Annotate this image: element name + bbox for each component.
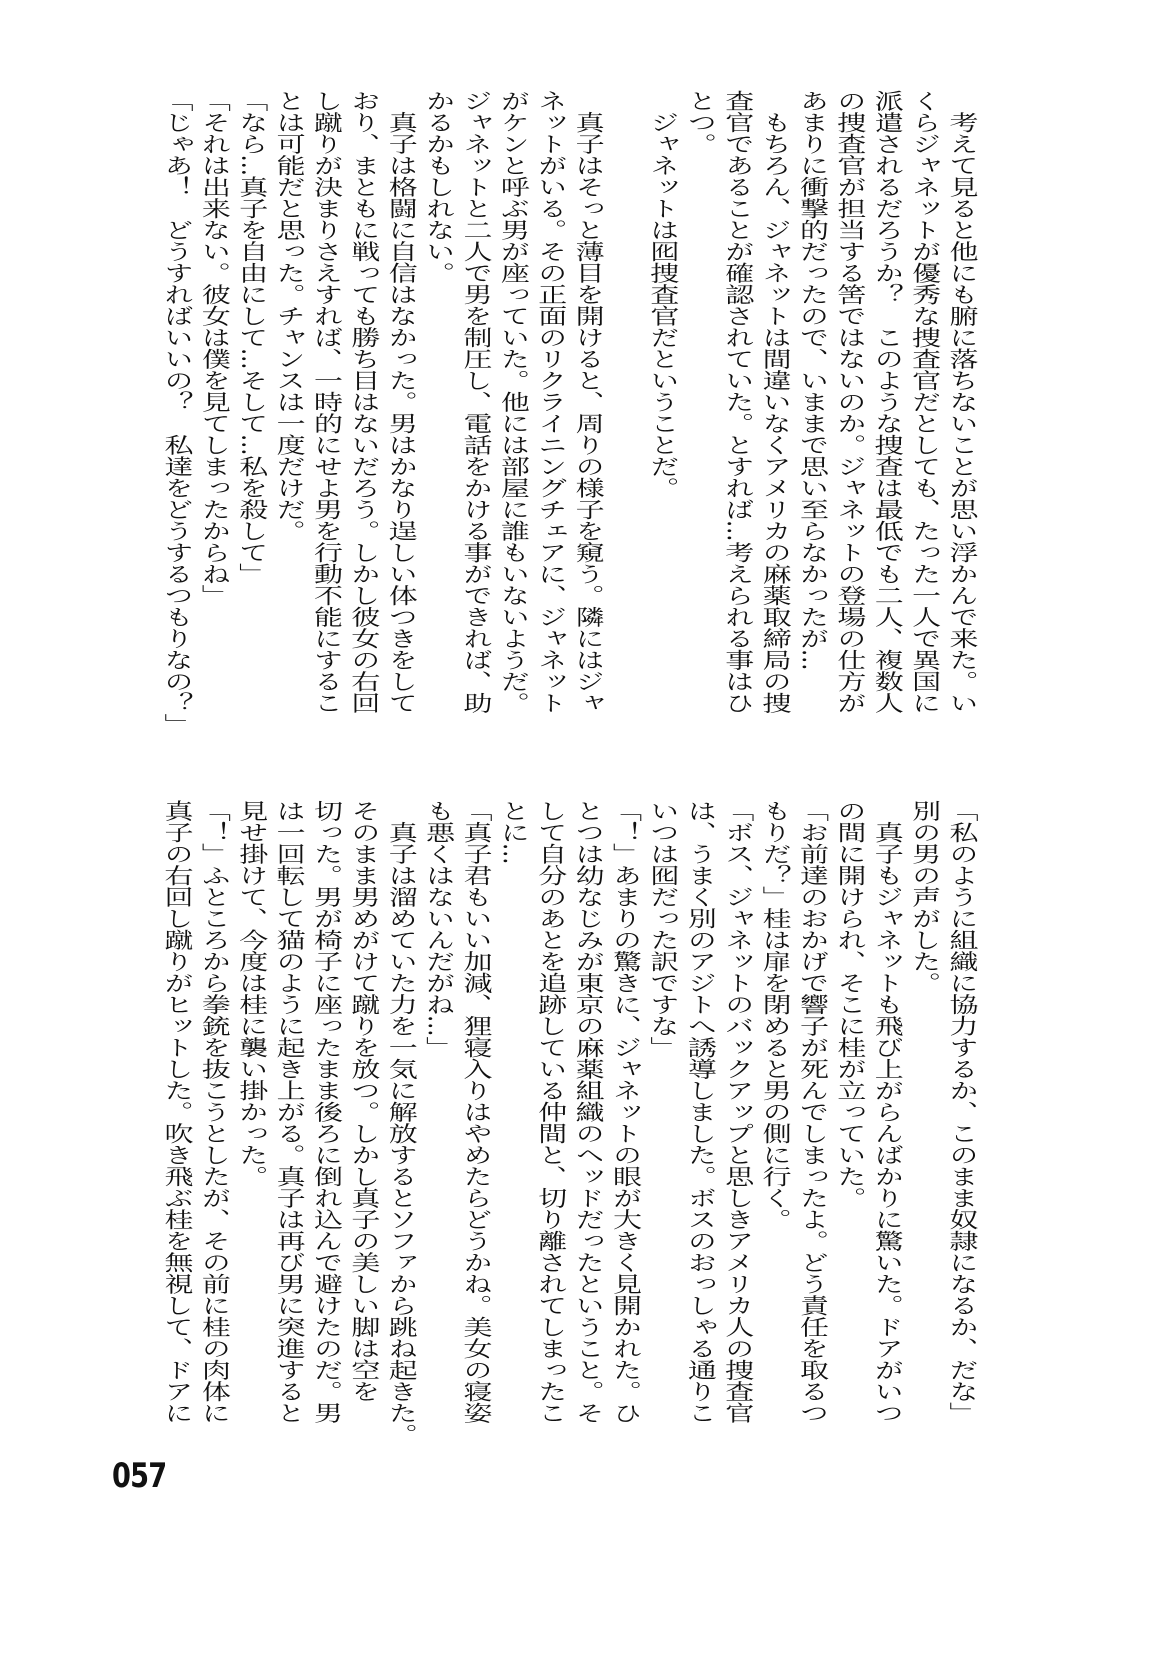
text-line: 「！」ふところから拳銃を抜こうとしたが、その前に桂の肉体に xyxy=(196,800,231,1424)
upper-text-block xyxy=(156,90,980,740)
text-line: がケンと呼ぶ男が座っていた。他には部屋に誰もいないようだ。 xyxy=(495,90,530,714)
text-line: 真子もジャネットも飛び上がらんばかりに驚いた。ドアがいつ xyxy=(869,800,904,1424)
text-line: くらジャネットが優秀な捜査官だとしても、たった一人で異国に xyxy=(907,90,941,714)
text-line: おり、まともに戦っても勝ち目はないだろう。しかし彼女の右回 xyxy=(346,90,381,714)
text-line: もちろん、ジャネットは間違いなくアメリカの麻薬取締局の捜 xyxy=(757,90,792,714)
text-line: も悪くはないんだがね…」 xyxy=(421,800,455,1058)
text-line: の捜査官が担当する筈ではないのか。ジャネットの登場の仕方が xyxy=(832,90,867,714)
text-line: とは可能だと思った。チャンスは一度だけだ。 xyxy=(271,90,306,542)
text-line: 真子の右回し蹴りがヒットした。吹き飛ぶ桂を無視して、ドアに xyxy=(159,800,194,1424)
text-line: 切った。男が椅子に座ったまま後ろに倒れ込んで避けたのだ。男 xyxy=(308,800,343,1424)
text-line: ジャネットと二人で男を制圧し、電話をかける事ができれば、助 xyxy=(458,90,493,714)
text-line: 真子は溜めていた力を一気に解放するとソファから跳ね起きた。 xyxy=(383,800,418,1445)
text-line: ジャネットは囮捜査官だということだ。 xyxy=(645,90,680,499)
text-line: とつ。 xyxy=(682,90,717,155)
text-line: 査官であることが確認されていた。とすれば…考えられる事はひ xyxy=(720,90,754,714)
text-line: は、うまく別のアジトへ誘導しました。ボスのおっしゃる通りこ xyxy=(682,800,717,1424)
text-line: 考えて見ると他にも腑に落ちないことが思い浮かんで来た。い xyxy=(944,90,979,714)
text-line: 「じゃあ！ どうすればいいの？ 私達をどうするつもりなの？」 xyxy=(159,90,194,735)
text-line: 「それは出来ない。彼女は僕を見てしまったからね」 xyxy=(196,90,231,606)
text-line: かるかもしれない。 xyxy=(421,90,455,284)
text-line: し蹴りが決まりさえすれば、一時的にせよ男を行動不能にするこ xyxy=(308,90,343,714)
text-line: 「お前達のおかげで響子が死んでしまったよ。どう責任を取るつ xyxy=(794,800,829,1424)
text-line: の間に開けられ、そこに桂が立っていた。 xyxy=(832,800,867,1209)
text-line: 「ボス、ジャネットのバックアップと思しきアメリカ人の捜査官 xyxy=(720,800,754,1424)
lower-text-block xyxy=(156,800,980,1450)
text-line: 「！」あまりの驚きに、ジャネットの眼が大きく見開かれた。ひ xyxy=(607,800,642,1424)
text-line: は一回転して猫のように起き上がる。真子は再び男に突進すると xyxy=(271,800,306,1424)
text-line: 真子はそっと薄目を開けると、周りの様子を窺う。隣にはジャ xyxy=(570,90,605,714)
text-line: いつは囮だった訳ですな」 xyxy=(645,800,680,1058)
text-line: あまりに衝撃的だったので、いままで思い至らなかったが… xyxy=(794,90,829,671)
text-line: して自分のあとを追跡している仲間と、切り離されてしまったこ xyxy=(533,800,567,1424)
text-line: 真子は格闘に自信はなかった。男はかなり逞しい体つきをして xyxy=(383,90,418,714)
text-line: 見せ掛けて、今度は桂に襲い掛かった。 xyxy=(234,800,268,1187)
text-line: 「真子君もいい加減、狸寝入りはやめたらどうかね。美女の寝姿 xyxy=(458,800,493,1424)
page-number: 057 xyxy=(112,1456,167,1496)
text-line: もりだ？」桂は扉を閉めると男の側に行く。 xyxy=(757,800,792,1230)
text-line: とつは幼なじみが東京の麻薬組織のヘッドだったということ。そ xyxy=(570,800,605,1424)
text-line xyxy=(606,90,643,740)
text-line: そのまま男めがけて蹴りを放つ。しかし真子の美しい脚は空を xyxy=(346,800,381,1402)
text-line: ネットがいる。その正面のリクライニングチェアに、ジャネット xyxy=(533,90,567,714)
text-line: 「私のように組織に協力するか、このまま奴隷になるか、だな」 xyxy=(944,800,979,1424)
text-line: 「なら…真子を自由にして…そして…私を殺して」 xyxy=(234,90,268,585)
text-line: 別の男の声がした。 xyxy=(907,800,941,994)
text-line: とに… xyxy=(495,800,530,865)
text-line: 派遣されるだろうか？ このような捜査は最低でも二人、複数人 xyxy=(869,90,904,714)
